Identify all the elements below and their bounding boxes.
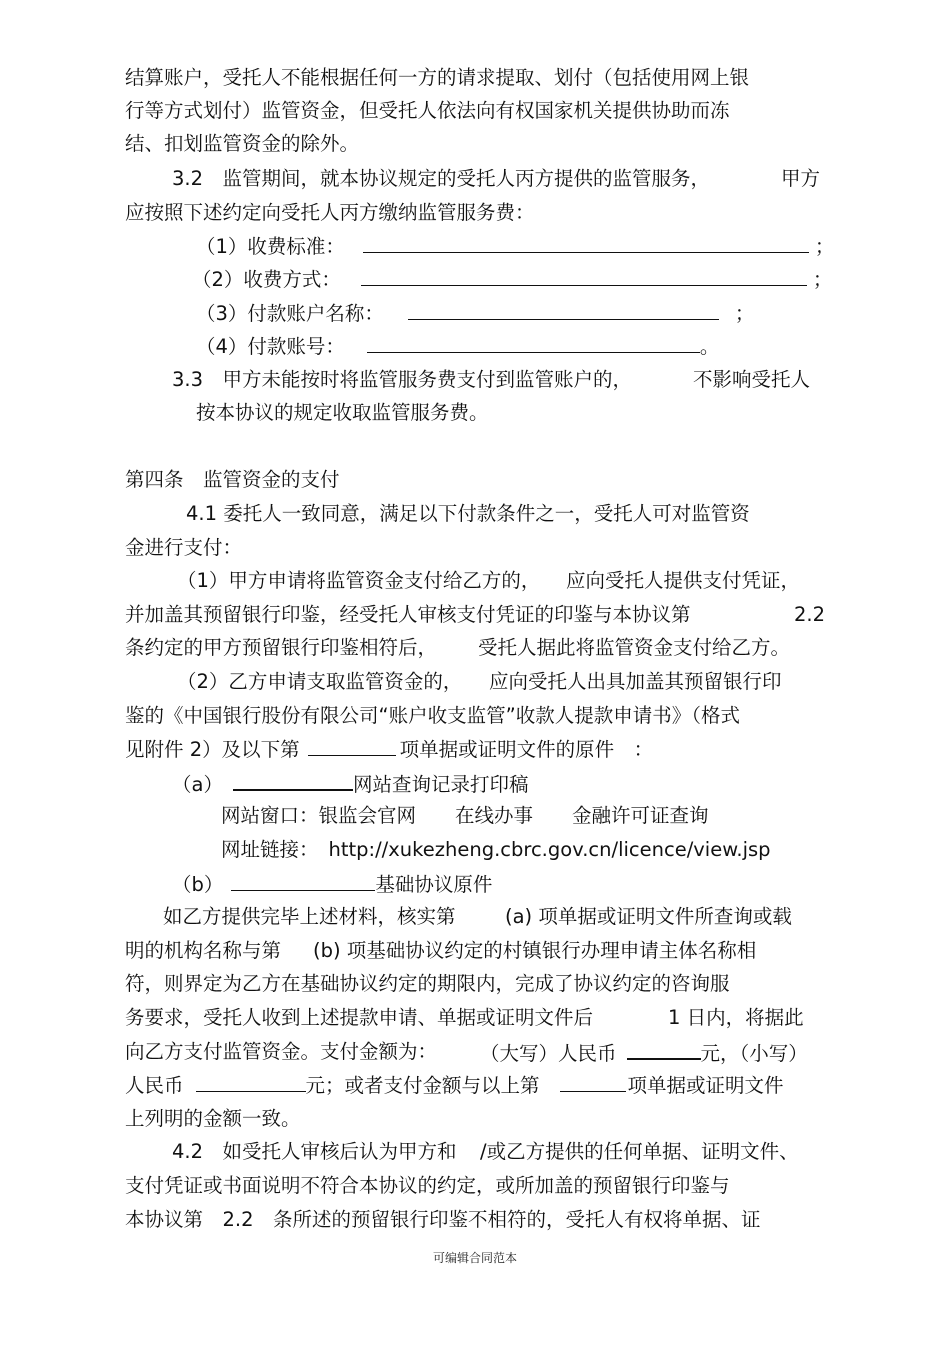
semicolon: ；: [734, 302, 755, 325]
text-line: 应按照下述约定向受托人丙方缴纳监管服务费：: [125, 201, 535, 224]
text-line: 4.2 如受托人审核后认为甲方和: [172, 1140, 457, 1163]
website-link-line: [221, 838, 771, 862]
text-line: 2.2: [794, 603, 826, 626]
text-line: 符，则界定为乙方在基础协议约定的期限内，完成了协议约定的咨询服: [125, 972, 730, 995]
text-line: 甲方: [781, 167, 821, 190]
website-link-label: 网址链接：: [221, 838, 319, 861]
text-line: 3.3 甲方未能按时将监管服务费支付到监管账户的，: [172, 368, 633, 391]
text-line: 结、扣划监管资金的除外。: [125, 132, 360, 155]
text-line: 向乙方支付监管资金。支付金额为：: [125, 1040, 438, 1063]
text-line: 如乙方提供完毕上述材料，核实第: [163, 905, 456, 928]
text-fragment: 项单据或证明文件的原件 ：: [399, 738, 654, 761]
text-line: 本协议第 2.2 条所述的预留银行印鉴不相符的，受托人有权将单据、证: [125, 1208, 761, 1231]
item-b-line: [172, 872, 492, 896]
fee-standard-blank[interactable]: [363, 234, 809, 253]
account-number-label: （4）付款账号：: [196, 335, 345, 358]
text-line: 行等方式划付）监管资金，但受托人依法向有权国家机关提供协助而冻: [125, 99, 730, 122]
page-footer: 可编辑合同范本: [432, 1251, 517, 1265]
text-line: 金进行支付：: [125, 536, 243, 559]
item-a-line: [172, 771, 528, 795]
amount-lower-line: [125, 1073, 784, 1097]
fee-standard-label: （1）收费标准：: [196, 235, 345, 258]
item-number-blank-2[interactable]: [560, 1073, 626, 1092]
text-line: 受托人据此将监管资金支付给乙方。: [478, 636, 791, 659]
rmb-label: 人民币: [125, 1074, 184, 1097]
fee-method-line: [192, 267, 832, 291]
text-line: （2）乙方申请支取监管资金的，: [177, 670, 463, 693]
text-line: 务要求，受托人收到上述提款申请、单据或证明文件后: [125, 1006, 594, 1029]
amount-lower-label: 元，（小写）: [700, 1042, 808, 1065]
account-number-line: [196, 334, 719, 358]
account-name-label: （3）付款账户名称：: [196, 302, 384, 325]
item-a-label: 网站查询记录打印稿: [352, 773, 529, 796]
semicolon: ；: [812, 268, 833, 291]
item-b-blank[interactable]: [231, 872, 375, 891]
text-line: 1 日内，将据此: [668, 1006, 804, 1029]
text-line: 应向受托人提供支付凭证，: [566, 569, 801, 592]
account-name-blank[interactable]: [408, 301, 719, 320]
text-line: 按本协议的规定收取监管服务费。: [196, 401, 489, 424]
semicolon: ；: [814, 235, 835, 258]
fee-standard-line: [196, 234, 834, 258]
amount-upper-blank[interactable]: [627, 1040, 701, 1060]
account-name-line: [196, 301, 754, 325]
fee-method-blank[interactable]: [361, 267, 807, 286]
item-a-marker: （a）: [172, 773, 223, 796]
item-b-label: 基础协议原件: [375, 873, 493, 896]
item-number-blank[interactable]: [308, 737, 396, 756]
text-line: 明的机构名称与第: [125, 939, 282, 962]
text-line: （1）甲方申请将监管资金支付给乙方的，: [177, 569, 541, 592]
section-heading: 第四条 监管资金的支付: [125, 468, 340, 491]
text-line: 4.1 委托人一致同意，满足以下付款条件之一，受托人可对监管资: [186, 502, 750, 525]
text-line: 结算账户，受托人不能根据任何一方的请求提取、划付（包括使用网上银: [125, 66, 750, 89]
document-item-line: [125, 737, 653, 761]
amount-upper-label: （大写）人民币: [480, 1042, 617, 1065]
text-line: 鉴的《中国银行股份有限公司“账户收支监管”收款人提款申请书》（格式: [125, 704, 740, 727]
text-line: 支付凭证或书面说明不符合本协议的约定，或所加盖的预留银行印鉴与: [125, 1174, 730, 1197]
text-line: /或乙方提供的任何单据、证明文件、: [480, 1140, 799, 1163]
item-a-blank[interactable]: [233, 771, 353, 791]
text-line: 并加盖其预留银行印鉴，经受托人审核支付凭证的印鉴与本协议第: [125, 603, 691, 626]
text-line: 上列明的金额一致。: [125, 1107, 301, 1130]
amount-upper-line: [480, 1040, 808, 1064]
website-window-line: 网站窗口：银监会官网 在线办事 金融许可证查询: [221, 804, 709, 827]
account-number-blank[interactable]: [367, 334, 700, 353]
text-fragment: 元；或者支付金额与以上第: [305, 1074, 540, 1097]
text-line: (a) 项单据或证明文件所查询或载: [505, 905, 792, 928]
text-line: 3.2 监管期间，就本协议规定的受托人丙方提供的监管服务，: [172, 167, 711, 190]
text-line: 不影响受托人: [693, 368, 811, 391]
text-line: (b) 项基础协议约定的村镇银行办理申请主体名称相: [313, 939, 757, 962]
text-line: 条约定的甲方预留银行印鉴相符后，: [125, 636, 438, 659]
fee-method-label: （2）收费方式：: [192, 268, 341, 291]
period: 。: [699, 335, 720, 358]
website-link-url[interactable]: http://xukezheng.cbrc.gov.cn/licence/view.jsp: [328, 838, 771, 861]
text-fragment: 项单据或证明文件: [627, 1074, 784, 1097]
text-line: 应向受托人出具加盖其预留银行印: [489, 670, 782, 693]
item-b-marker: （b）: [172, 873, 224, 896]
text-fragment: 见附件 2）及以下第: [125, 738, 300, 761]
amount-lower-blank[interactable]: [196, 1073, 306, 1092]
